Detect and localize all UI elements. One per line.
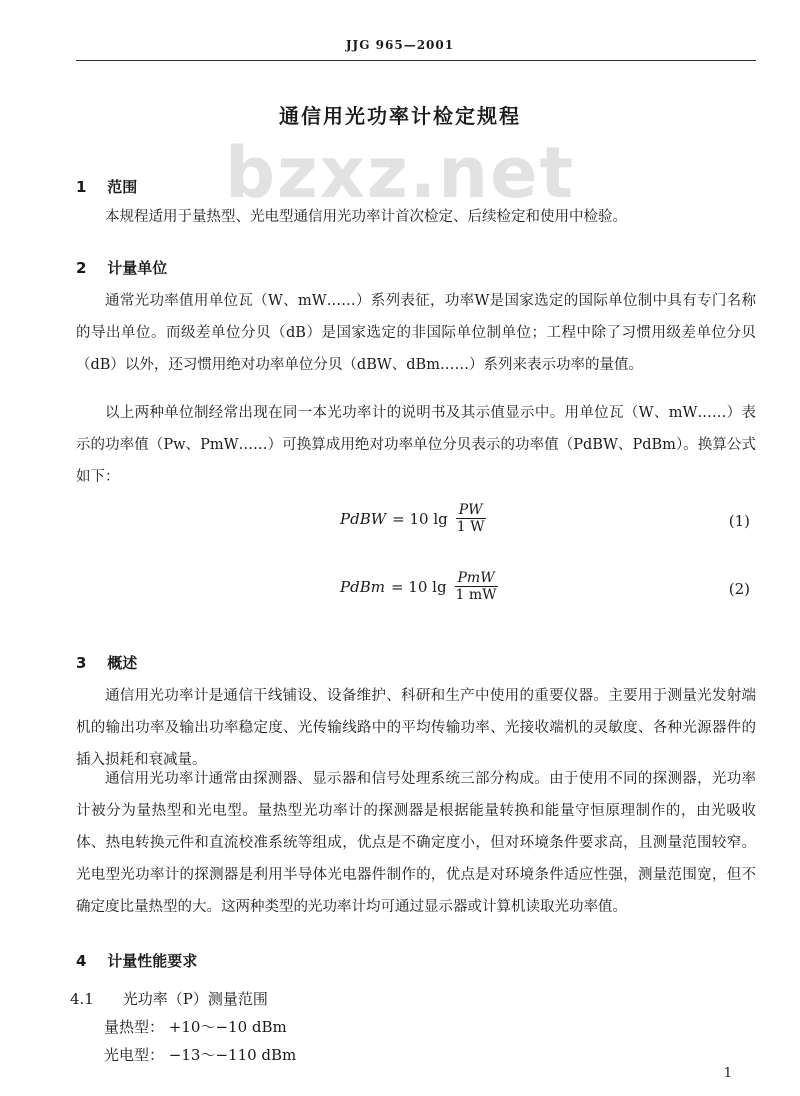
subsection-4-1-title: 光功率（P）测量范围 <box>122 990 268 1008</box>
section-4-title: 计量性能要求 <box>107 952 198 970</box>
subsection-4-1-heading <box>70 988 268 1009</box>
formula-2-lhs: PdBm <box>340 577 385 596</box>
document-title: 通信用光功率计检定规程 <box>279 104 521 128</box>
watermark: bzxz.net <box>224 132 576 214</box>
range-item-calorimetric <box>104 1016 287 1037</box>
formula-1-denominator: 1 W <box>456 519 485 535</box>
standard-code-header: JJG 965—2001 <box>345 38 455 52</box>
formula-2-number: (2) <box>728 580 750 598</box>
section-1-title: 范围 <box>107 178 138 196</box>
page-number: 1 <box>723 1066 732 1081</box>
formula-1-fraction <box>454 502 488 535</box>
section-2-paragraph-2: 以上两种单位制经常出现在同一本光功率计的说明书及其示值显示中。用单位瓦（W、mW……）表示的功率值（Pw、PmW……）可换算成用绝对功率单位分贝表示的功率值（PdBW、PdBm）。换算公式如下： <box>76 405 756 485</box>
formula-1-number: (1) <box>728 512 750 530</box>
formula-2-fraction <box>453 570 500 603</box>
formula-1-numerator: PW <box>456 502 486 519</box>
formula-1-lhs: PdBW <box>340 509 387 528</box>
range-label: 光电型： <box>104 1046 165 1064</box>
section-1-number: 1 <box>76 178 87 196</box>
section-2-paragraph-1: 通常光功率值用单位瓦（W、mW……）系列表征，功率W是国家选定的国际单位制中具有专门名称的导出单位。而级差单位分贝（dB）是国家选定的非国际单位制单位；工程中除了习惯用级差单位分贝（dB）以外，还习惯用绝对功率单位分贝（dBW、dBm……）系列来表示功率的量值。 <box>76 293 756 373</box>
section-4-number: 4 <box>76 952 87 970</box>
section-1-heading <box>76 176 137 197</box>
formula-2-numerator: PmW <box>455 570 498 587</box>
section-1-paragraph: 本规程适用于量热型、光电型通信用光功率计首次检定、后续检定和使用中检验。 <box>105 209 627 225</box>
section-3-paragraph-1: 通信用光功率计是通信干线铺设、设备维护、科研和生产中使用的重要仪器。主要用于测量光发射端机的输出功率及输出功率稳定度、光传输线路中的平均传输功率、光接收端机的灵敏度、各种光源器件的插入损耗和衰减量。 <box>76 688 756 768</box>
range-value: −13～−110 dBm <box>168 1046 297 1064</box>
section-3-paragraph-2: 通信用光功率计通常由探测器、显示器和信号处理系统三部分构成。由于使用不同的探测器，光功率计被分为量热型和光电型。量热型光功率计的探测器是根据能量转换和能量守恒原理制作的，由光吸收体、热电转换元件和直流校准系统等组成，优点是不确定度小，但对环境条件要求高，且测量范围较窄。光电型光功率计的探测器是利用半导体光电器件制作的，优点是对环境条件适应性强，测量范围宽，但不确定度比量热型的大。这两种类型的光功率计均可通过显示器或计算机读取光功率值。 <box>76 771 756 915</box>
formula-2-denominator: 1 mW <box>455 587 497 603</box>
section-3-title: 概述 <box>107 654 138 672</box>
formula-1-expression <box>340 502 487 535</box>
section-2-number: 2 <box>76 259 87 277</box>
section-3-number: 3 <box>76 654 87 672</box>
header-rule <box>76 60 756 61</box>
range-label: 量热型： <box>104 1018 165 1036</box>
subsection-4-1-number: 4.1 <box>70 990 94 1008</box>
range-value: +10～−10 dBm <box>168 1018 287 1036</box>
formula-2-expression <box>340 570 500 603</box>
section-2-title: 计量单位 <box>107 259 168 277</box>
section-3-heading <box>76 652 137 673</box>
section-4-heading <box>76 950 197 971</box>
formula-2-operator: = 10 lg <box>390 577 447 596</box>
formula-1-operator: = 10 lg <box>392 509 448 528</box>
range-item-photoelectric <box>104 1044 296 1065</box>
section-2-heading <box>76 257 167 278</box>
